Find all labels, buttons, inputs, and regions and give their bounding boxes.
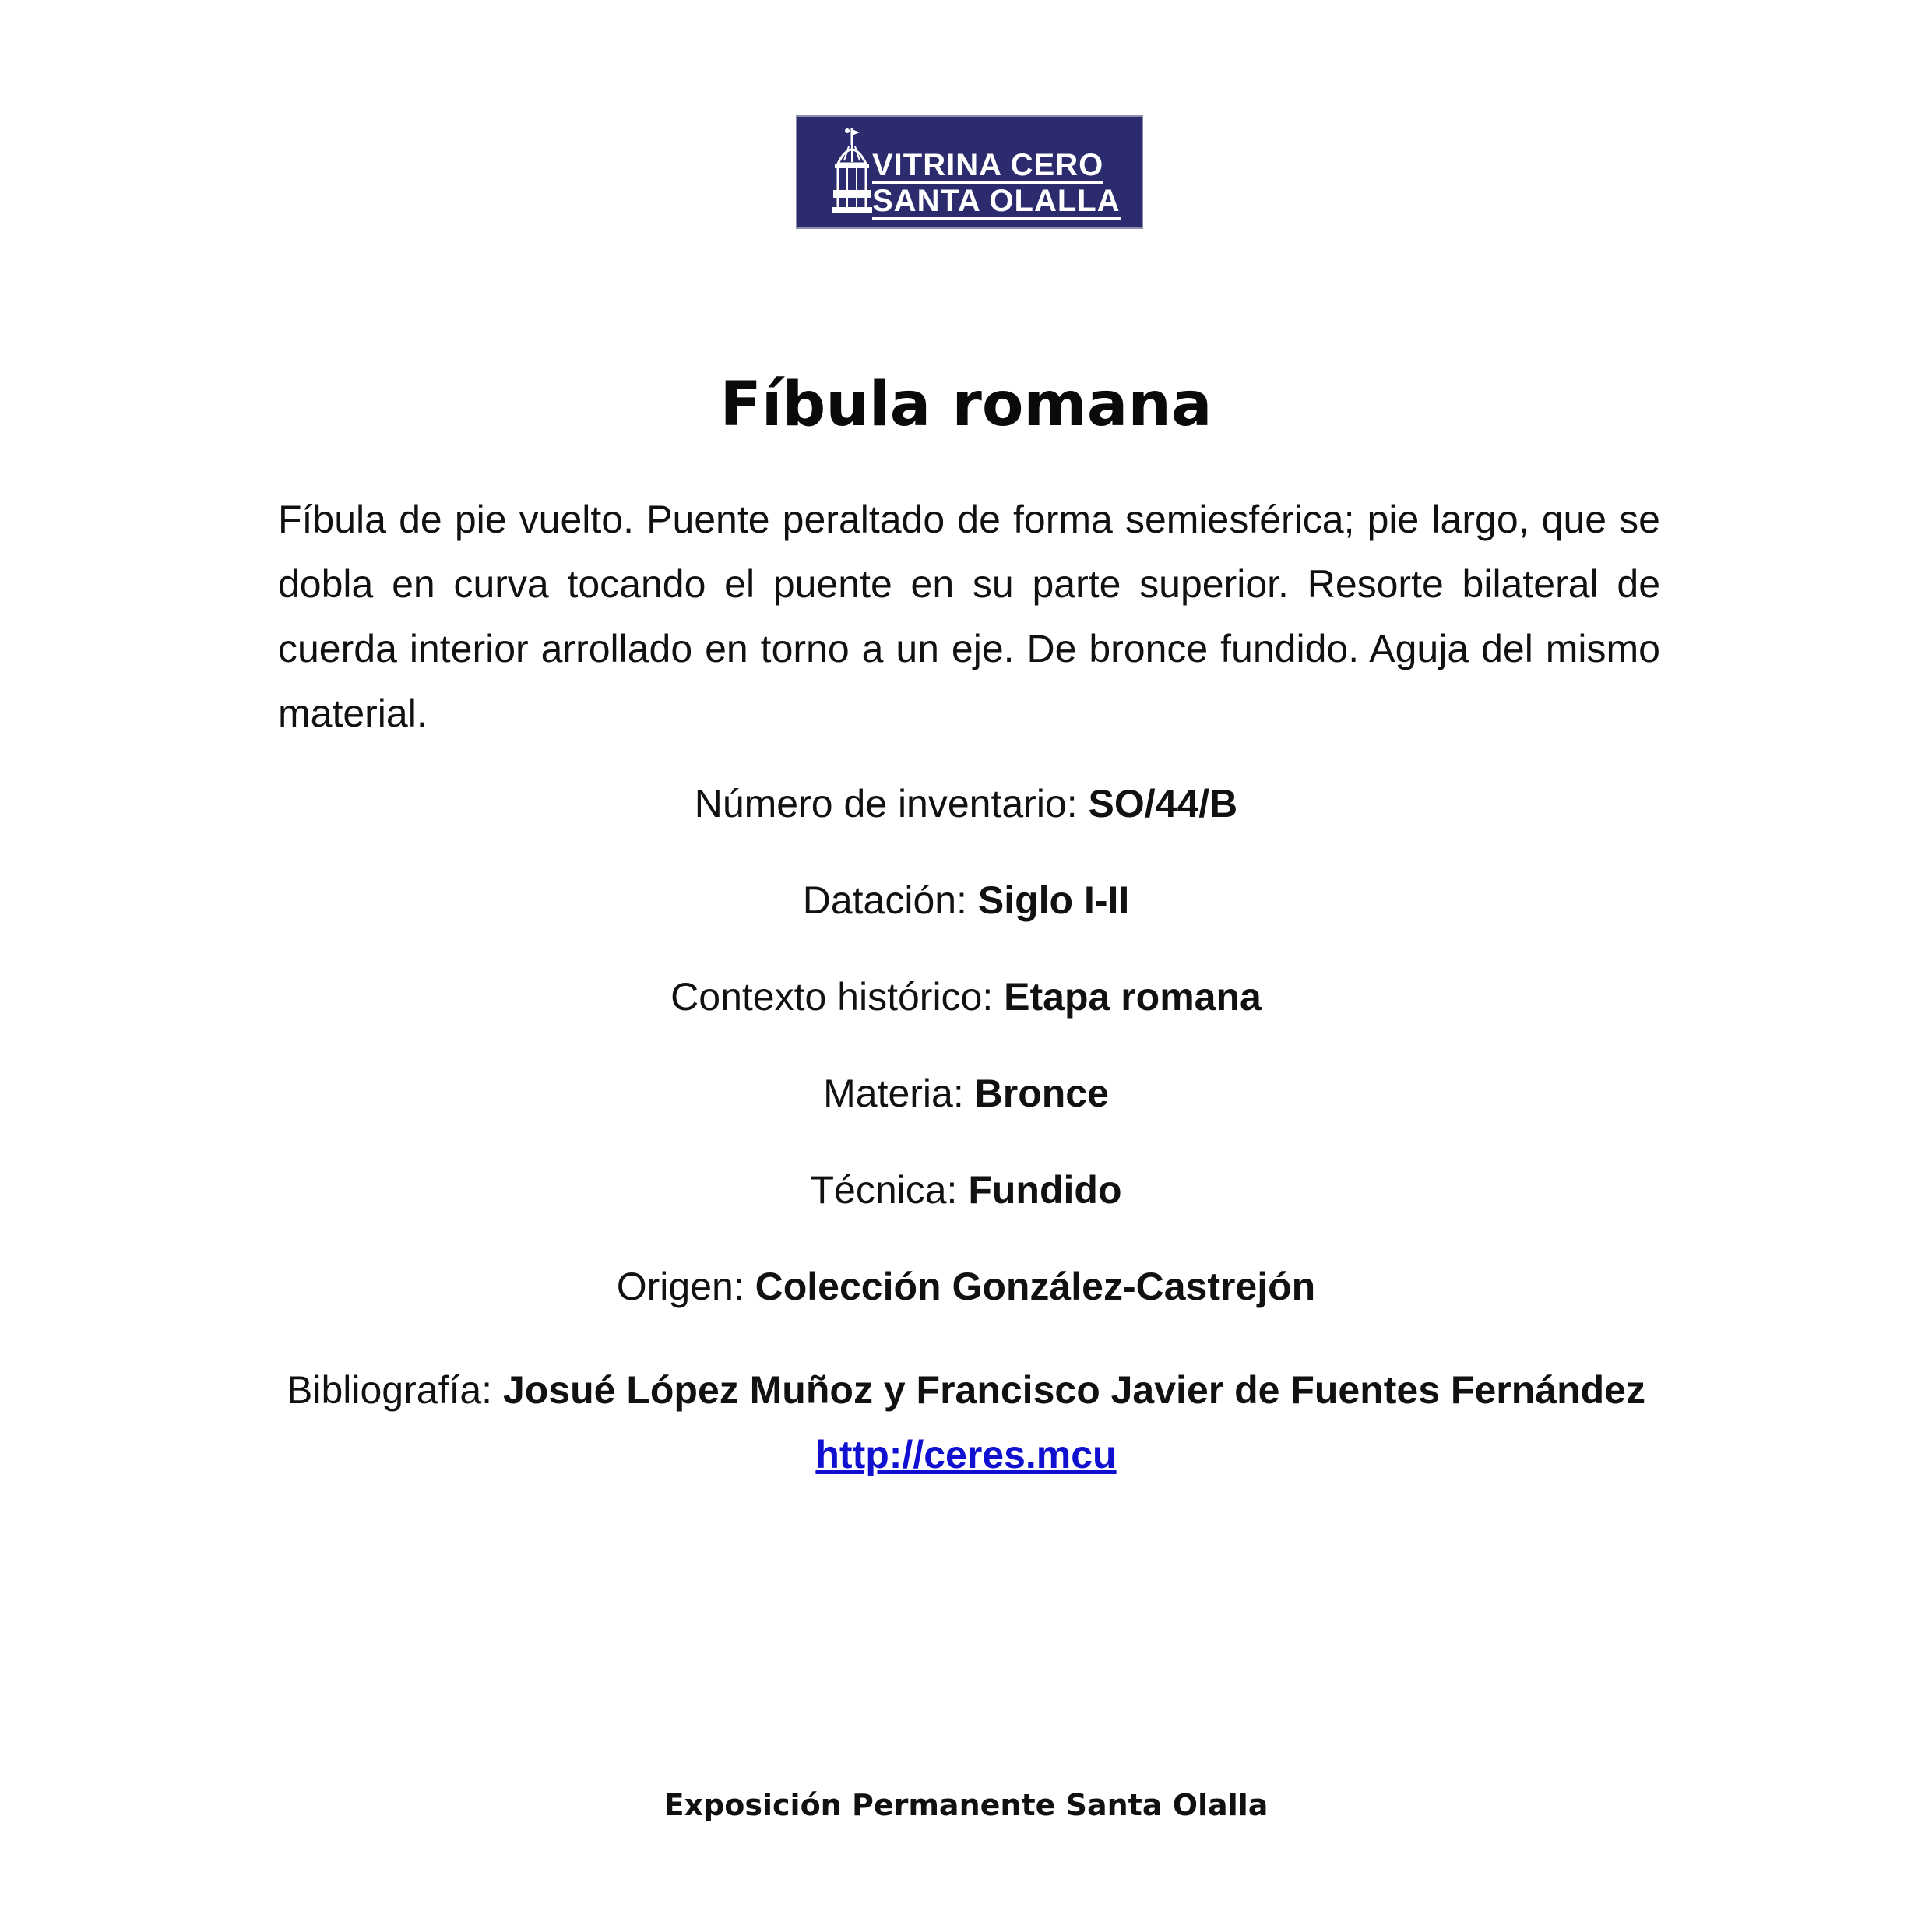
- bibliography: [0, 1358, 1932, 1487]
- field-dating-value: Siglo I-II: [977, 878, 1130, 922]
- field-dating-label: Datación:: [802, 878, 978, 922]
- field-origin: [0, 1259, 1932, 1314]
- bibliography-authors: Josué López Muñoz y Francisco Javier de Fuentes Fernández: [502, 1368, 1645, 1412]
- field-inventory-label: Número de inventario:: [694, 782, 1089, 825]
- field-inventory-value: SO/44/B: [1088, 782, 1238, 825]
- kiosk-icon: [830, 125, 874, 221]
- logo: [796, 115, 1143, 229]
- field-context-value: Etapa romana: [1004, 975, 1262, 1019]
- field-context-label: Contexto histórico:: [670, 975, 1005, 1019]
- field-technique-label: Técnica:: [810, 1168, 969, 1212]
- bibliography-label: Bibliografía:: [287, 1368, 503, 1412]
- field-material: [0, 1066, 1932, 1121]
- page-title: Fíbula romana: [720, 370, 1212, 440]
- field-dating: [0, 873, 1932, 927]
- field-technique: [0, 1163, 1932, 1217]
- footer-text: Exposición Permanente Santa Olalla: [663, 1788, 1269, 1822]
- bibliography-link[interactable]: http://ceres.mcu: [815, 1433, 1117, 1476]
- bibliography-line: [0, 1358, 1932, 1423]
- field-inventory: [0, 776, 1932, 831]
- logo-text-line2: SANTA OLALLA: [872, 184, 1121, 218]
- description: Fíbula de pie vuelto. Puente peraltado de forma semiesférica; pie largo, que se dobla en curva tocando el puente en su parte superior. Resorte bilateral de cuerda interior arrollado en torno a un eje. De bronce fundido. Aguja del mismo material.: [278, 498, 1660, 735]
- field-technique-value: Fundido: [968, 1168, 1122, 1212]
- field-material-label: Materia:: [823, 1072, 975, 1115]
- field-origin-value: Colección González-Castrejón: [755, 1265, 1316, 1308]
- field-material-value: Bronce: [974, 1072, 1109, 1115]
- logo-text-line1: VITRINA CERO: [872, 148, 1104, 182]
- fields-list: [0, 776, 1932, 1356]
- field-context: [0, 970, 1932, 1024]
- field-origin-label: Origen:: [616, 1265, 755, 1308]
